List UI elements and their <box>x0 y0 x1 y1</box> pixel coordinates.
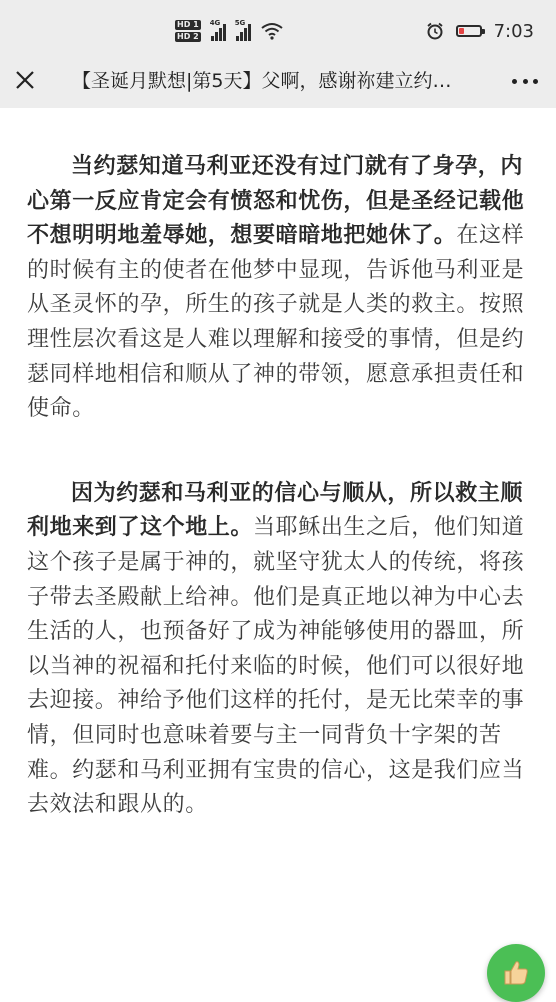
signal-4g-icon <box>211 21 226 41</box>
article-paragraph-1 <box>27 150 533 427</box>
wifi-icon <box>261 22 283 40</box>
hd-badges <box>175 20 201 42</box>
hd-badge-2: HD 2 <box>177 32 199 41</box>
battery-icon <box>456 25 482 37</box>
page-title: 【圣诞月默想|第5天】父啊，感谢祢建立约… <box>72 70 452 92</box>
close-button[interactable] <box>10 65 40 95</box>
status-icons-right <box>426 14 534 48</box>
more-options-button[interactable] <box>512 70 538 92</box>
paragraph-2-text: 当耶稣出生之后，他们知道这个孩子是属于神的，就坚守犹太人的传统，将孩子带去圣殿献上给神。他们是真正地以神为中心去生活的人，也预备好了成为神能够使用的器皿，所以当神的祝福和托付来临的时候，他们可以很好地去迎接。神给予他们这样的托付，是无比荣幸的事情，但同时也意味着要与主一同背负十字架的苦难。约瑟和马利亚拥有宝贵的信心，这是我们应当去效法和跟从的。 <box>27 515 525 818</box>
nav-bar <box>0 58 556 108</box>
signal-5g-icon <box>236 21 251 41</box>
hd-badge-1: HD 1 <box>177 20 199 29</box>
like-button[interactable] <box>487 944 545 1002</box>
article-paragraph-2 <box>27 477 533 823</box>
paragraph-1-text: 在这样的时候有主的使者在他梦中显现，告诉他马利亚是从圣灵怀的孕，所生的孩子就是人类的救主。按照理性层次看这是人难以理解和接受的事情，但是约瑟同样地相信和顺从了神的带领，愿意承担责任和使命。 <box>27 223 525 422</box>
alarm-icon <box>426 22 444 40</box>
close-icon <box>15 70 35 90</box>
signal-5g-label: 5G <box>234 19 246 27</box>
status-icons-left <box>175 14 283 48</box>
status-bar <box>0 0 556 58</box>
signal-4g-label: 4G <box>209 19 221 27</box>
thumbs-up-icon <box>501 958 531 988</box>
paragraph-1-emphasis: 当约瑟知道马利亚还没有过门就有了身孕，内心第一反应肯定会有愤怒和忧伤，但是圣经记载他不想明明地羞辱她，想要暗暗地把她休了。 <box>27 154 525 249</box>
more-icon <box>512 79 517 84</box>
article-body <box>27 150 533 823</box>
battery-level <box>459 28 464 34</box>
clock: 7:03 <box>493 20 534 42</box>
paragraph-2-emphasis: 因为约瑟和马利亚的信心与顺从，所以救主顺利地来到了这个地上。 <box>27 480 524 541</box>
